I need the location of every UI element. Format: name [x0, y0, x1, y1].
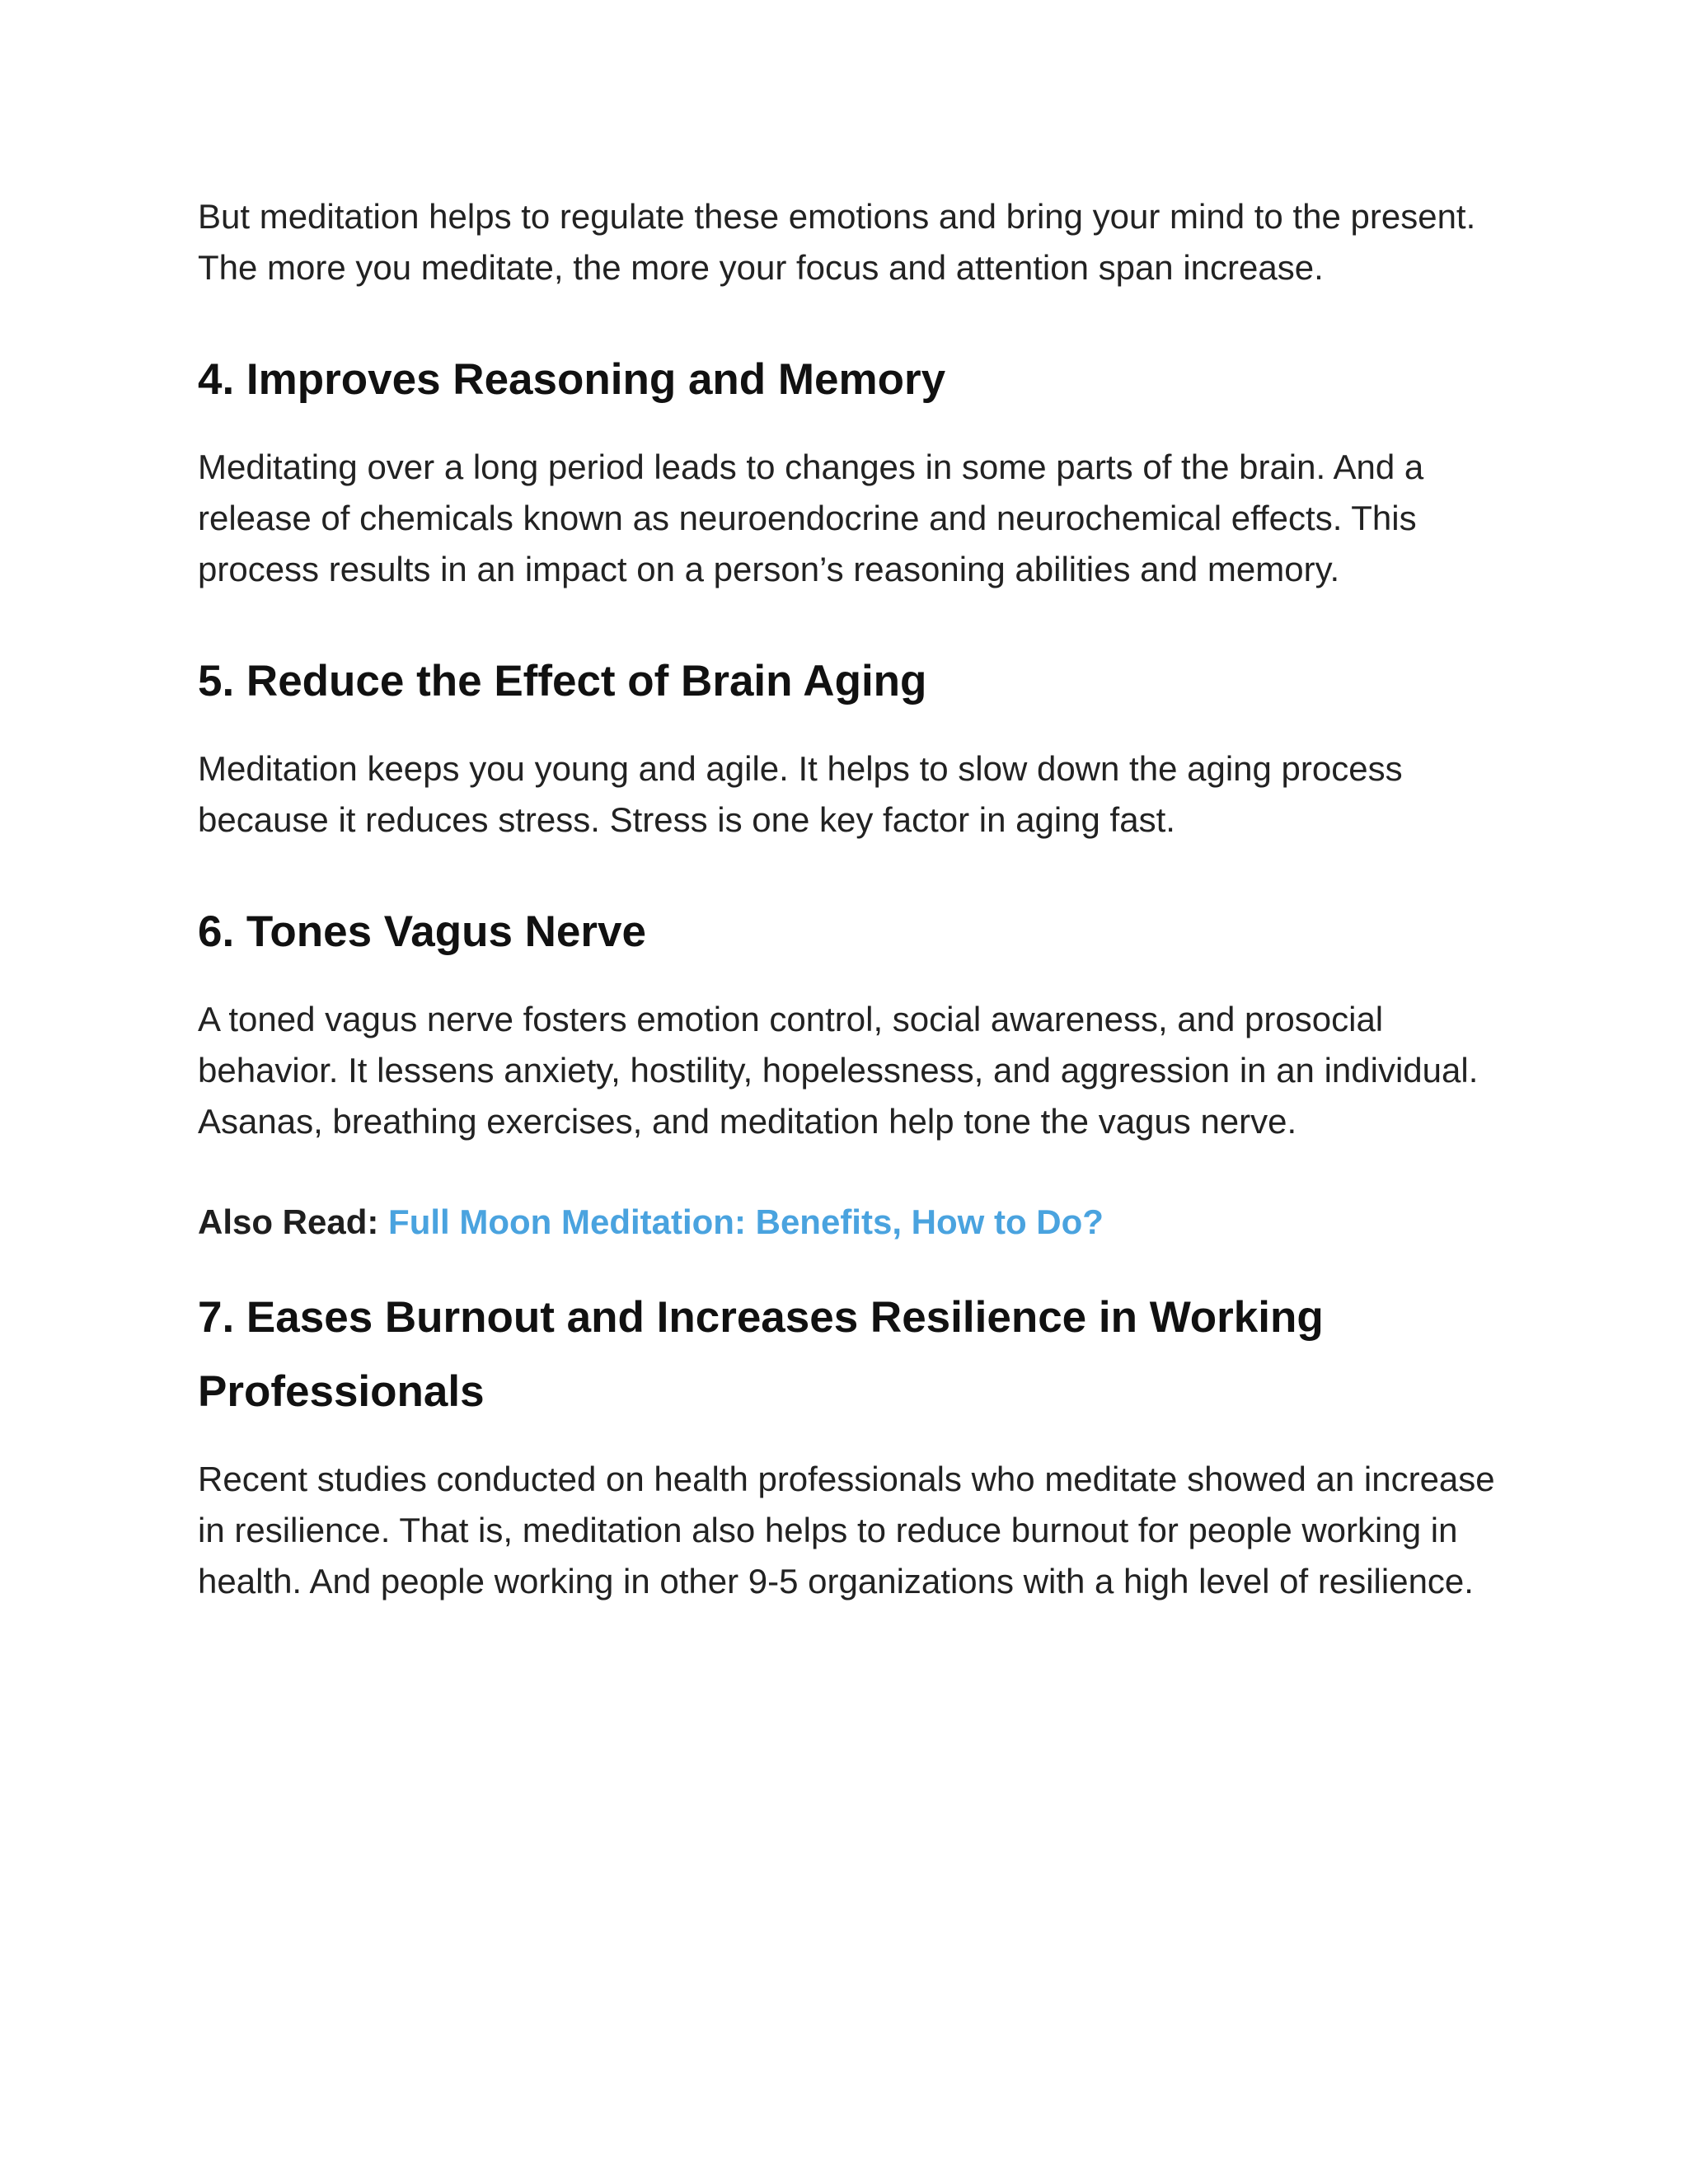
also-read-link[interactable]: Full Moon Meditation: Benefits, How to Do?: [388, 1202, 1104, 1241]
section-body-4: Meditating over a long period leads to changes in some parts of the brain. And a release of chemicals known as neuroendocrine and neurochemical effects. This process results in an impact on a person’s reasoning abilities and memory.: [198, 448, 1424, 588]
section-body-5: Meditation keeps you young and agile. It helps to slow down the aging process because it reduces stress. Stress is one key factor in aging fast.: [198, 749, 1403, 839]
intro-paragraph: But meditation helps to regulate these emotions and bring your mind to the present. The more you meditate, the more your focus and attention span increase.: [198, 197, 1476, 287]
section-heading-4: 4. Improves Reasoning and Memory: [198, 355, 946, 404]
section-body-7: Recent studies conducted on health professionals who meditate showed an increase in resilience. That is, meditation also helps to reduce burnout for people working in health. And people working in other 9-5 organizations with a high level of resilience.: [198, 1460, 1495, 1601]
article-content: [198, 191, 1500, 1607]
also-read-label: Also Read:: [198, 1202, 379, 1241]
also-read-callout: [198, 1197, 1500, 1248]
section-heading-5: 5. Reduce the Effect of Brain Aging: [198, 657, 927, 705]
section-body-6: A toned vagus nerve fosters emotion control, social awareness, and prosocial behavior. It lessens anxiety, hostility, hopelessness, and aggression in an individual. Asanas, breathing exercises, and meditation help tone the vagus nerve.: [198, 1000, 1479, 1141]
section-heading-6: 6. Tones Vagus Nerve: [198, 907, 646, 956]
section-heading-7: 7. Eases Burnout and Increases Resilience in Working Professionals: [198, 1293, 1324, 1416]
